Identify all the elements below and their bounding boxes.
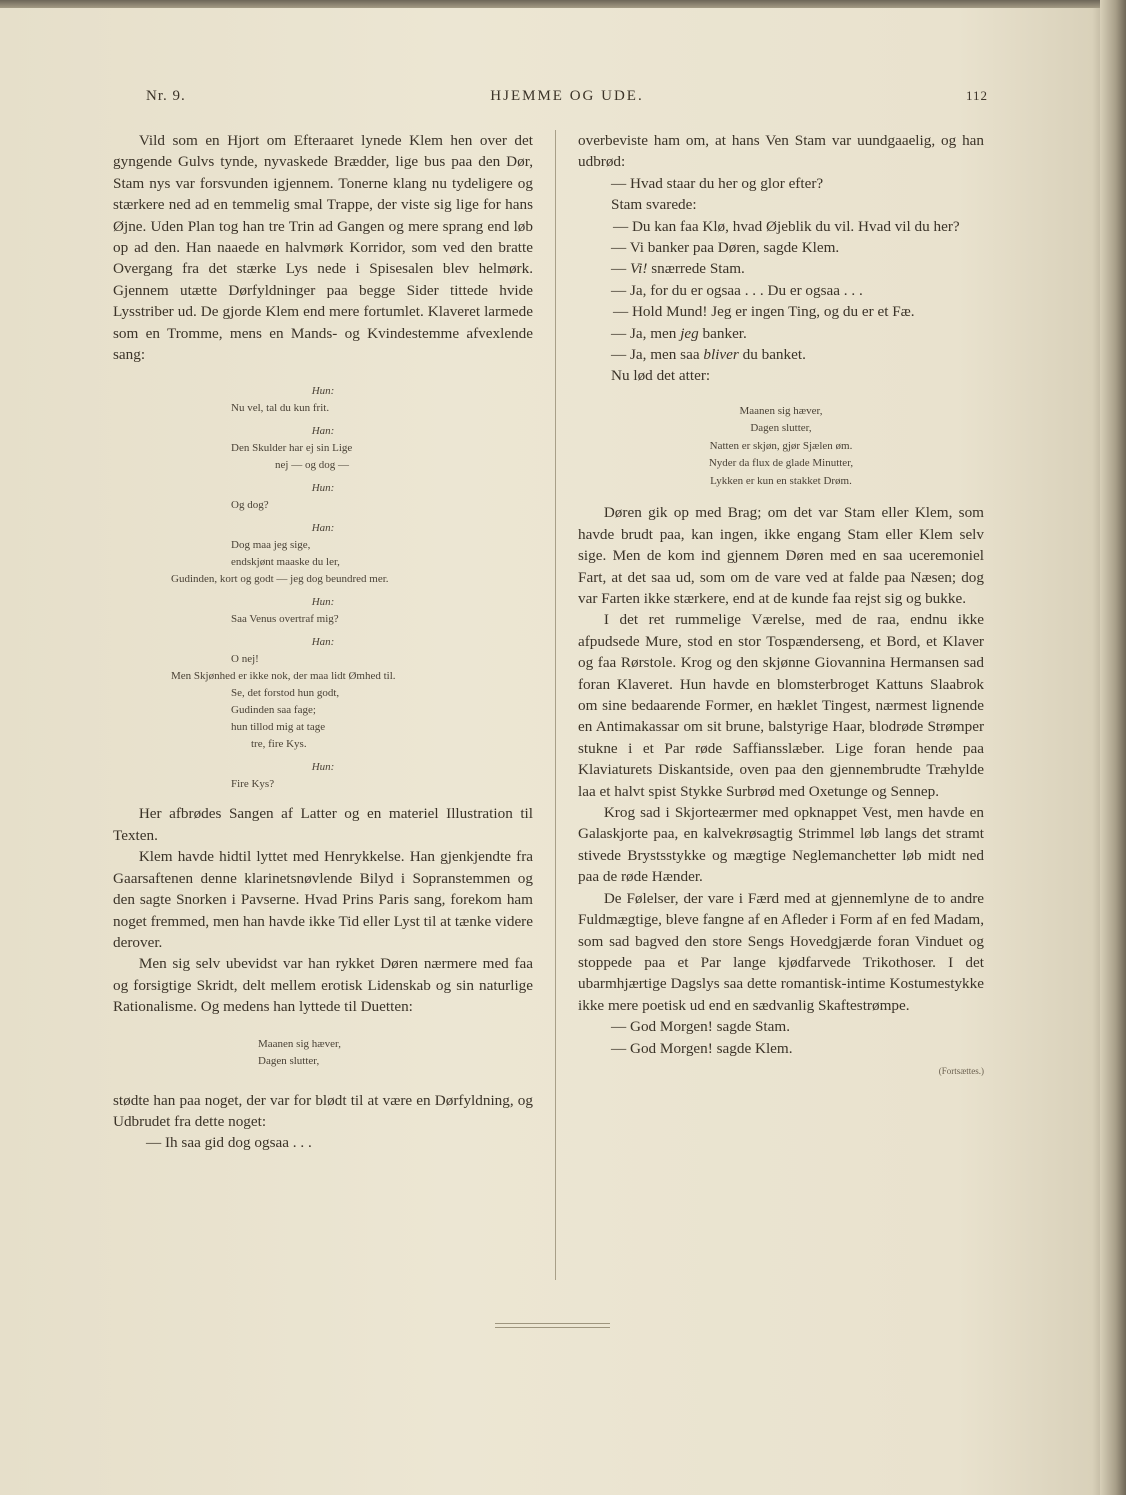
paragraph: stødte han paa noget, der var for blødt til at være en Dørfyldning, og Udbrudet fra dette noget: [113, 1091, 533, 1130]
verse-line: tre, fire Kys. [251, 738, 307, 751]
verse-line: endskjønt maaske du ler, [231, 556, 340, 569]
paragraph: Klem havde hidtil lyttet med Henrykkelse. Han gjenkjendte fra Gaarsaftenen denne klarinetsnøvlende Bilyd i Sopranstemmen og den sagte Snorken i Pavserne. Hvad Prins Paris sang, forekom ham noget fremmed, men han havde ikke Tid eller Lyst til at tænke videre derover. [113, 848, 533, 951]
verse-line: nej — og dog — [275, 459, 349, 472]
verse-line: hun tillod mig at tage [231, 721, 326, 734]
speaker: Han: [311, 636, 335, 649]
dialogue-line [578, 258, 984, 279]
dialogue-line: — Vi banker paa Døren, sagde Klem. [611, 239, 840, 257]
speaker: Hun: [311, 596, 335, 609]
magazine-title: HJEMME OG UDE. [490, 88, 644, 104]
verse-line: Gudinden saa fage; [231, 704, 316, 717]
text-run: banker. [698, 324, 747, 342]
top-edge [0, 0, 1126, 8]
dialogue-line: — Ih saa gid dog ogsaa . . . [146, 1134, 312, 1152]
verse-line: Men Skjønhed er ikke nok, der maa lidt Ømhed til. [171, 670, 396, 683]
verse-line: O nej! [231, 653, 259, 666]
dialogue-line: — Du kan faa Klø, hvad Øjeblik du vil. Hvad vil du her? [612, 217, 960, 235]
speaker: Hun: [311, 482, 335, 495]
verse-line: Maanen sig hæver, [258, 1037, 341, 1050]
issue-number: Nr. 9. [146, 88, 186, 104]
text-run: snærrede Stam. [647, 260, 745, 278]
dialogue-line: — Ja, for du er ogsaa . . . Du er ogsaa . . . [611, 281, 863, 299]
speaker: Hun: [311, 385, 335, 398]
text-run: — [611, 260, 630, 278]
verse-line: Fire Kys? [231, 778, 275, 791]
emphasis: jeg [680, 324, 699, 342]
text-run: du banket. [738, 346, 806, 364]
verse-line: Dog maa jeg sige, [231, 539, 311, 552]
dialogue-line [578, 344, 984, 365]
verse-line: Den Skulder har ej sin Lige [231, 442, 353, 455]
dialogue-line: Stam svarede: [611, 196, 697, 214]
verse-line: Se, det forstod hun godt, [231, 687, 340, 700]
dialogue-line [578, 323, 984, 344]
paragraph: overbeviste ham om, at hans Ven Stam var uundgaaelig, og han udbrød: [578, 132, 984, 171]
text-run: — Ja, men saa [611, 346, 704, 364]
speaker: Han: [311, 425, 335, 438]
verse-line: Natten er skjøn, gjør Sjælen øm. [709, 439, 853, 452]
dialogue-line: — Hold Mund! Jeg er ingen Ting, og du er et Fæ. [612, 303, 915, 321]
paragraph: Her afbrødes Sangen af Latter og en materiel Illustration til Texten. [113, 805, 533, 844]
text-run: — Ja, men [611, 324, 681, 342]
dialogue-line: — God Morgen! sagde Stam. [611, 1018, 790, 1036]
dialogue-line: — God Morgen! sagde Klem. [611, 1039, 793, 1057]
paragraph: I det ret rummelige Værelse, med de raa, endnu ikke afpudsede Mure, stod en stor Tospænderseng, et Bord, et Klaver og faa Rørstole. Krog og den skjønne Giovannina Hermansen sad foran Klaveret. Hun havde en blomsterbroget Kattuns Slaabrok om sine bedaarende Former, en hæklet Tingest, nærmest lignende en Antimakassar om sit brune, balstyrige Haar, blodrøde Strømper stukne i et Par røde Saffiansslæber. Lige foran hende paa Klaviaturets Diskantside, oven paa den gjennembrudte Træhylde laa et halvt spist Stykke Surbrød med Oxetunge og Sennep. [578, 611, 984, 800]
paragraph: Døren gik op med Brag; om det var Stam eller Klem, som havde brudt paa, kan ingen, ikke engang Stam eller Klem selv sige. Men de kom ind gjennem Døren med en saa uceremoniel Fart, at det saa ud, som om de vare ved at falde paa Næsen; dog var Farten ikke stærkere, end at de kunde faa rejst sig og bukke. [578, 504, 984, 607]
emphasis: bliver [703, 346, 739, 364]
paragraph: Men sig selv ubevidst var han rykket Døren nærmere med faa og forsigtige Skridt, delt mellem erotisk Lidenskab og sin naturlige Rationalisme. Og medens han lyttede til Duetten: [113, 955, 533, 1016]
column-divider [555, 130, 556, 1280]
verse-line: Nu vel, tal du kun frit. [231, 402, 330, 415]
song-verse [578, 403, 984, 491]
verse-line: Nyder da flux de glade Minutter, [708, 457, 854, 470]
right-edge [1100, 0, 1126, 1495]
paragraph: De Følelser, der vare i Færd med at gjennemlyne de to andre Fuldmægtige, bleve fangne af en Afleder i Form af en fed Madam, som sad bagved den store Sengs Hovedgjærde foran Vinduet og stoppede paa et Par lange kjødfarvede Trikothoser. I det ubarmhjærtige Dagslys saa dette romantisk-intime Kostumestykke ikke mere poetisk ud end en sædvanlig Skaftestrømpe. [578, 889, 984, 1014]
continued-note: (Fortsættes.) [938, 1065, 984, 1076]
dialogue-line: Nu lød det atter: [611, 367, 711, 385]
verse-line: Og dog? [231, 499, 269, 512]
verse-line: Gudinden, kort og godt — jeg dog beundred mer. [171, 573, 389, 586]
left-column [113, 130, 533, 1154]
verse-line: Dagen slutter, [750, 422, 812, 435]
page-number: 112 [965, 88, 988, 103]
verse-line: Dagen slutter, [258, 1054, 320, 1067]
song-duet [113, 383, 533, 793]
verse-line: Lykken er kun en stakket Drøm. [710, 474, 852, 487]
paragraph: Krog sad i Skjorteærmer med opknappet Vest, men havde en Galaskjorte paa, en kalvekrøsagtig Strimmel løb langs det stramt stivede Brystsstykke og mægtige Neglemanchetter løb midt ned paa de røde Hænder. [578, 804, 984, 886]
dialogue-line: — Hvad staar du her og glor efter? [611, 174, 824, 192]
paragraph: Vild som en Hjort om Efteraaret lynede Klem hen over det gyngende Gulvs tynde, nyvaskede Brædder, lige bus paa den Dør, Stam nys var forsvunden igjennem. Tonerne klang nu tydeligere og stærkere ned ad en temmelig smal Trappe, der viste sig lige for hans Øjne. Uden Plan tog han tre Trin ad Gangen og mere sprang end løb op ad den. Han naaede en halvmørk Korridor, som ved den bratte Overgang fra det stærke Lys nede i Spisesalen blev helmørk. Gjennem utætte Dørfyldninger paa begge Sider tittede hvide Lysstriber ud. De gjorde Klem end mere fortumlet. Klaveret larmede som en Tromme, mens en Mands- og Kvindestemme afvexlende sang: [113, 132, 533, 364]
verse-line: Maanen sig hæver, [739, 404, 823, 417]
song-excerpt [258, 1036, 533, 1070]
right-column [578, 130, 984, 1082]
end-rule [495, 1323, 610, 1328]
verse-line: Saa Venus overtraf mig? [231, 613, 339, 626]
speaker: Hun: [311, 761, 335, 774]
running-header [146, 88, 988, 114]
emphasis: Vi! [629, 260, 648, 278]
speaker: Han: [311, 522, 335, 535]
